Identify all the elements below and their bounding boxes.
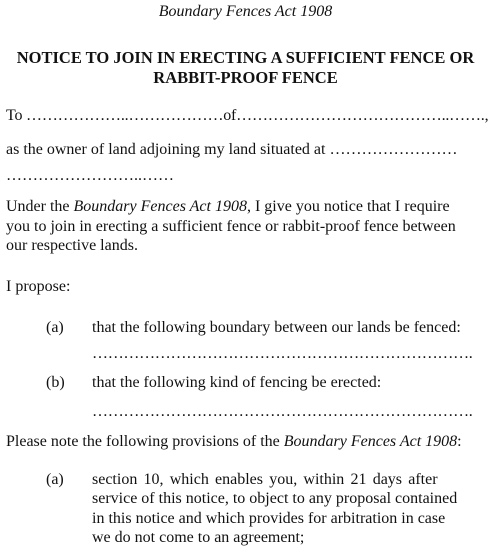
provision-a-marker: (a) [46,471,64,488]
owner-land-line: as the owner of land adjoining my land situated at …………………… [6,141,458,158]
provision-a-line-4: we do not come to an agreement; [92,529,305,546]
proposal-b-blank: ………………………………………………………………. [92,403,473,420]
notice-heading-line-1: NOTICE TO JOIN IN ERECTING A SUFFICIENT FENCE OR [16,48,475,67]
owner-land-continuation: ……………………..…… [6,167,174,184]
act-title: Boundary Fences Act 1908 [158,3,333,20]
provisions-pre-text: Please note the following provisions of the [6,433,284,450]
proposal-b-marker: (b) [46,374,65,391]
provisions-post-text: : [457,433,462,450]
provision-a-line-1: section 10, which enables you, within 21 days after [92,471,438,488]
provision-a-line-2: service of this notice, to object to any proposal contained [92,490,458,507]
provision-a-line-3: in this notice and which provides for arbitration in case [92,510,446,527]
notice-paragraph-line-3: our respective lands. [6,237,138,254]
provisions-intro [6,432,462,452]
notice-paragraph-line-2: you to join in erecting a sufficient fence or rabbit-proof fence between [6,218,456,235]
proposal-a-blank: ………………………………………………………………. [92,345,473,362]
notice-post-text: , I give you notice that I require [246,198,450,215]
notice-paragraph-line-1 [6,197,488,217]
propose-label: I propose: [6,278,71,295]
proposal-a-text: that the following boundary between our lands be fenced: [92,319,461,336]
provisions-act-name: Boundary Fences Act 1908 [283,433,458,450]
proposal-b-text: that the following kind of fencing be erected: [92,374,382,391]
notice-act-name: Boundary Fences Act 1908 [73,198,247,215]
notice-pre-text: Under the [6,198,74,215]
notice-heading-line-2: RABBIT-PROOF FENCE [153,68,338,87]
to-recipient-line: To ………………..………………of…………………………………..……., [6,107,489,124]
proposal-a-marker: (a) [46,319,64,336]
